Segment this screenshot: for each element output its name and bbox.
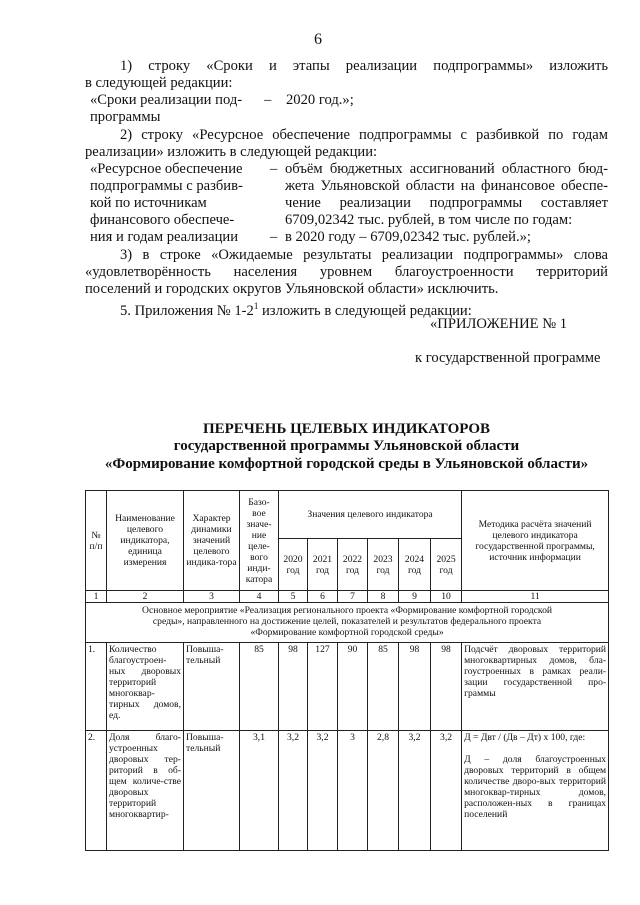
header-values: Значения целевого индикатора — [279, 491, 462, 539]
header-year: 2023 год — [368, 539, 399, 591]
col-number: 9 — [399, 591, 431, 603]
item1-left-1: программы — [90, 109, 161, 125]
title-line2: государственной программы Ульяновской области — [173, 438, 520, 454]
indicators-table — [85, 490, 609, 851]
item1-right: 2020 год.»; — [286, 92, 354, 108]
header-num: № п/п — [86, 491, 107, 591]
header-name: Наименование целевого индикатора, единица измерения — [107, 491, 184, 591]
col-number: 5 — [279, 591, 308, 603]
row-value: 3,2 — [308, 731, 338, 851]
column-numbers-row — [86, 591, 609, 603]
item2-dash-2: – — [270, 229, 278, 245]
item1-dash: – — [264, 92, 272, 108]
header-year: 2022 год — [338, 539, 368, 591]
row-value: 98 — [399, 643, 431, 731]
row-character: Повыша-тельный — [184, 643, 240, 731]
item5-tail: изложить в следующей редакции: — [258, 302, 472, 319]
row-name: Доля благо-устроенных дворовых тер-риторий в об-щем количе-стве дворовых территорий многоквартир- — [107, 731, 184, 851]
item5-line — [120, 298, 472, 320]
col-number: 10 — [431, 591, 462, 603]
item2-left-4: ния и годам реализации — [90, 229, 239, 245]
row-character: Повыша-тельный — [184, 731, 240, 851]
row-value: 2,8 — [368, 731, 399, 851]
row-value: 90 — [338, 643, 368, 731]
row-base: 85 — [240, 643, 279, 731]
row-value: 3 — [338, 731, 368, 851]
row-value: 3,2 — [431, 731, 462, 851]
table-row — [86, 643, 609, 731]
item2-left-1: подпрограммы с разбив- — [90, 178, 243, 194]
item3-line1: 3) в строке «Ожидаемые результаты реализации подпрограммы» слова — [120, 247, 608, 263]
header-character: Характер динамики значений целевого индика-тора — [184, 491, 240, 591]
appendix-to: к государственной программе — [415, 350, 601, 366]
item2-dash: – — [270, 161, 278, 177]
col-number: 1 — [86, 591, 107, 603]
col-number: 8 — [368, 591, 399, 603]
item2-right-4: в 2020 году – 6709,02342 тыс. рублей.»; — [285, 229, 531, 245]
row-value: 85 — [368, 643, 399, 731]
page-number: 6 — [314, 31, 322, 48]
item5-text: 5. Приложения № 1-2 — [120, 302, 254, 319]
header-year: 2025 год — [431, 539, 462, 591]
item3-line2: «удовлетворённость населения уровнем благоустроенности территорий — [85, 264, 608, 280]
item5-sup: 1 — [253, 301, 259, 311]
row-value: 98 — [431, 643, 462, 731]
section-row: Основное мероприятие «Реализация регионального проекта «Формирование комфортной городской среды», направленного на достижение целей, показателей и результатов федерального проекта «Формирование комфортной городской среды» — [86, 603, 609, 643]
row-name: Количество благоустроен-ных дворовых территорий многоквар-тирных домов, ед. — [107, 643, 184, 731]
item2-left-3: финансового обеспече- — [90, 212, 235, 228]
col-number: 4 — [240, 591, 279, 603]
item2-right-2: чение реализации подпрограммы составляет — [285, 195, 608, 211]
header-year: 2024 год — [399, 539, 431, 591]
row-value: 3,2 — [279, 731, 308, 851]
item2-left-2: кой по источникам — [90, 195, 207, 211]
row-num: 1. — [86, 643, 107, 731]
item1-line1: 1) строку «Сроки и этапы реализации подпрограммы» изложить — [120, 58, 608, 74]
item2-line2: реализации» изложить в следующей редакции: — [85, 144, 378, 160]
item2-right-3: 6709,02342 тыс. рублей, в том числе по годам: — [285, 212, 573, 228]
row-value: 3,2 — [399, 731, 431, 851]
col-number: 2 — [107, 591, 184, 603]
title-line3: «Формирование комфортной городской среды в Ульяновской области» — [104, 456, 589, 472]
col-number: 3 — [184, 591, 240, 603]
item2-line1: 2) строку «Ресурсное обеспечение подпрограммы с разбивкой по годам — [120, 127, 608, 143]
header-base: Базо-вое значе-ние целе-вого инди-катора — [240, 491, 279, 591]
col-number: 6 — [308, 591, 338, 603]
header-year: 2021 год — [308, 539, 338, 591]
header-year: 2020 год — [279, 539, 308, 591]
col-number: 7 — [338, 591, 368, 603]
col-number: 11 — [462, 591, 609, 603]
row-value: 98 — [279, 643, 308, 731]
item2-right-0: объём бюджетных ассигнований областного бюд- — [285, 161, 608, 177]
item2-right-1: жета Ульяновской области на финансовое обеспе- — [285, 178, 608, 194]
row-base: 3,1 — [240, 731, 279, 851]
row-method — [462, 731, 609, 851]
item1-line2: в следующей редакции: — [85, 75, 233, 91]
title-line1: ПЕРЕЧЕНЬ ЦЕЛЕВЫХ ИНДИКАТОРОВ — [202, 421, 491, 437]
header-method: Методика расчёта значений целевого индикатора государственной программы, источник информации — [462, 491, 609, 591]
method-text: Д – доля благоустроенных дворовых территорий в общем количестве дворо-вых территорий многоквар-тирных домов, расположен-ных в границах поселений — [464, 754, 607, 820]
row-num: 2. — [86, 731, 107, 851]
table-row — [86, 731, 609, 851]
item1-left-0: «Сроки реализации под- — [90, 92, 243, 108]
item2-left-0: «Ресурсное обеспечение — [90, 161, 243, 177]
row-value: 127 — [308, 643, 338, 731]
row-method: Подсчёт дворовых территорий многоквартирных домов, бла-гоустроенных в рамках реали-зации государственной про-граммы — [462, 643, 609, 731]
item3-line3: поселений и городских округов Ульяновской области» исключить. — [85, 281, 499, 297]
appendix-label: «ПРИЛОЖЕНИЕ № 1 — [430, 316, 568, 332]
method-formula: Д = Двт / (Дв – Дт) х 100, где: — [464, 732, 586, 743]
